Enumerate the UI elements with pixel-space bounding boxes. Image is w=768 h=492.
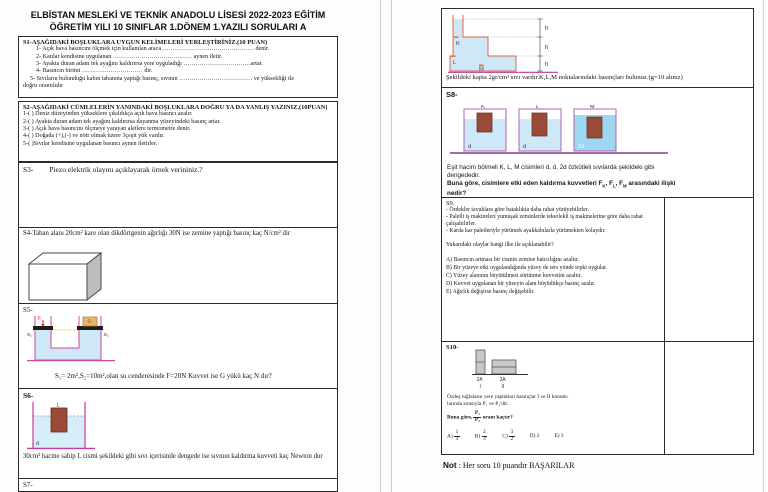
force-label: F	[38, 316, 42, 322]
object-L-block	[51, 408, 67, 432]
s10-q-post: oranı kaçtır?	[482, 414, 513, 421]
density-label: d	[36, 441, 40, 447]
s4-question: S4-Taban alanı 20cm² kare olan dikdörtgenin ağırlığı 30N ise zemine yaptığı basınç kaç N/cm² dir	[23, 230, 291, 237]
section-s7-figure	[441, 8, 754, 88]
s9-option-e: E) Ağırlık değişirse basınç değişebilir.	[446, 289, 535, 295]
s8-q-text: Buna göre, cisimlere etki eden kaldırma kuvvetleri F	[447, 180, 603, 187]
weight-label: G	[87, 318, 92, 324]
s10-q-fraction	[473, 411, 481, 423]
press-liquid	[35, 330, 101, 360]
object-label: L	[56, 402, 60, 409]
title-line-2: ÖĞRETİM YILI 10 SINIFLAR 1.DÖNEM 1.YAZILI SORULARI A	[49, 22, 307, 32]
s2-item: 5-( )Sıvılar kendisine uygulanan basıncı aynen iletirler.	[23, 140, 158, 147]
s8-q-sub-M: M	[623, 183, 627, 189]
option-letter: A)	[447, 433, 453, 440]
height-label: h	[545, 45, 549, 51]
title-line-1: ELBİSTAN MESLEKİ VE TEKNİK ANADOLU LİSESİ 2022-2023 EĞİTİM	[30, 10, 326, 20]
section-s2	[18, 101, 338, 162]
s2-item: 3-( ) Açık hava basıncını ölçmeye yarayan aletlere termometre denir.	[23, 126, 191, 133]
s8-label: S8-	[446, 90, 458, 99]
option-letter: D)	[529, 432, 536, 439]
s1-item: 1- Açık hava basıncını ölçmek için kullanılan araca ……………………………………… denir.	[36, 46, 270, 53]
section-s5	[18, 303, 338, 389]
s9-question: Yukarıdaki olaylar hangi ilke ile açıklanabilir?	[446, 242, 554, 248]
point-K-marker	[454, 36, 459, 38]
s8-q-sub-L: L	[612, 183, 616, 189]
fraction-numerator: 2	[483, 429, 486, 435]
area1-label: S₁	[27, 333, 32, 338]
area-label-right: 3A	[499, 377, 506, 383]
option-letter: B)	[474, 433, 481, 440]
s9-label: S9.	[446, 200, 455, 207]
exam-title	[18, 9, 338, 33]
section-s3	[18, 162, 338, 228]
s10-option-c	[502, 430, 514, 442]
s5-label: S5-	[23, 306, 33, 314]
position-label-right: II	[501, 384, 505, 390]
point-label-K: K	[456, 41, 460, 47]
option-value: 3	[560, 432, 564, 439]
s7-question: Şekildeki kapta 2gr/cm³ sıvı vardır.K,L,M noktalarındaki basınçları bulunuz.(g=10 alınız)	[446, 74, 683, 81]
section-s8	[441, 87, 754, 198]
s5-question: S₁= 2m²,S₂=10m²,olan su cenderesinde F=20N Kuvvet ise G yükü kaç N dır?	[55, 372, 272, 380]
s6-beaker-figure	[25, 400, 100, 454]
answer-column-divider	[664, 198, 665, 341]
s8-q-text: , F	[605, 180, 613, 187]
s1-item: 2- Katılar kendisine uygulanan ………………………………… aynen iletir.	[36, 53, 223, 60]
area2-label: S₂	[103, 333, 109, 338]
s10-option-e	[554, 433, 563, 440]
block-label-K: K	[481, 105, 485, 111]
s1-header: S1-AŞAĞIDAKİ BOŞLUKLARA UYGUN KELİMELERİ YERLEŞTİRİNİZ.(10 PUAN)	[23, 39, 268, 46]
s9-option-c: C) Yüzey alanının büyütülmesi sürtünme kuvvetini azaltır.	[446, 273, 582, 279]
s9-content	[442, 198, 660, 299]
block-K	[477, 113, 492, 132]
area-label-left: 2A	[476, 377, 483, 383]
s4-rectangular-prism-figure	[25, 250, 107, 302]
s8-q-sub-K: K	[602, 183, 606, 189]
fraction-denominator: 3	[483, 435, 486, 442]
s9-bullet: - Karda kar paletleriyle yürümek ayakkabılarla yürümekten kolaydır.	[446, 228, 606, 234]
option-fraction	[482, 430, 488, 442]
s1-item-wrap: doğru orantılıdır	[23, 83, 64, 90]
s9-options	[446, 257, 656, 296]
density-label-3: 2d	[578, 144, 585, 150]
position-label-left: I	[479, 384, 481, 390]
s1-item: 4- Basıncın birimi ………………………… dir.	[36, 68, 153, 75]
s8-q-text: arasındaki ilişki nedir?	[447, 180, 676, 197]
footer-note	[443, 461, 574, 470]
s3-label: S3-	[23, 165, 34, 174]
s8-q-text: , F	[615, 180, 623, 187]
s10-statement-line1: Özdeş tuğlaların yere yaptıkları basınçlar I ve II konum-	[447, 394, 569, 400]
s7-label: S7-	[23, 481, 33, 489]
s10-option-b	[475, 430, 487, 442]
point-L-marker	[451, 55, 456, 57]
note-text: : Her soru 10 puandır BAŞARILAR	[456, 461, 575, 470]
page-edge-line	[391, 0, 392, 492]
s1-item: 3- Ayakta duran adam tek ayağını kaldırırsa yere uyguladığı ……………………………artar.	[36, 61, 263, 68]
s9-bullet: - Paletli iş makineleri yumuşak zeminlerde tekerlekli iş makinelerine göre daha rahat çalışabilirler.	[446, 214, 643, 227]
section-s6	[18, 388, 338, 479]
section-s10	[441, 341, 754, 455]
s9-option-b: B) Bir yüzeye etki uygulandığında yüzey de ters yönde tepki uygular.	[446, 265, 608, 271]
prism-front-face	[29, 264, 87, 300]
s9-bullet: - Ördekler tavuklara göre bataklıkta daha rahat yürüyebilirler.	[446, 207, 589, 213]
s10-question	[447, 411, 513, 423]
option-fraction	[454, 430, 460, 442]
s2-item: 1-( ) Deniz düzeyinden yükseklere çıkıldıkça açık hava basıncı azalır.	[23, 111, 193, 118]
option-letter: C)	[502, 433, 508, 440]
s3-question: Piezo elektrik olayını açıklayarak örnek verininiz.?	[49, 165, 203, 174]
fraction-denominator: 3	[455, 435, 459, 442]
point-label-L: L	[453, 60, 457, 66]
height-label: h	[545, 62, 549, 68]
section-s9	[441, 197, 754, 342]
page-edge-line	[380, 0, 381, 492]
section-s1	[18, 36, 338, 98]
answer-column-divider	[664, 342, 665, 454]
s5-hydraulic-press-figure	[27, 314, 117, 364]
s10-q-pre: Buna göre,	[447, 414, 473, 421]
option-letter: E)	[554, 432, 560, 439]
s10-label: S10-	[446, 344, 459, 351]
point-label-M: M	[479, 66, 484, 73]
s2-item: 4-( ) Doğada (+),(-) ve nötr olmak üzere 3çeşit yük vardır.	[23, 133, 165, 140]
s10-bricks-figure	[472, 348, 534, 392]
press-inner-wall	[51, 316, 79, 348]
fraction-denominator: 2	[510, 435, 514, 442]
s10-option-d	[530, 433, 540, 440]
s9-option-a: A) Basıncın artması bir cismin zemine batıcılığını azaltır.	[446, 257, 579, 263]
s10-statement-line2: larında sırasıyla P₁ ve P₂'dir.	[447, 400, 509, 407]
s6-question: 30cm³ hacme sahip L cismi şekildeki gibi sıvı içerisinde dengede ise sıvının kaldırma kuvveti kaç Newton dur	[23, 453, 323, 460]
fraction-numerator: P₁	[474, 410, 480, 416]
block-L	[532, 113, 547, 136]
s8-question	[447, 180, 687, 197]
density-label-1: d	[468, 144, 472, 150]
fraction-denominator: P₂	[474, 416, 480, 423]
s1-item: 5- Sıvıların bulunduğu kabın tabanına yaptığı basınç, sıvının ……………………………… ve yüksekliği ile	[30, 75, 295, 82]
s2-header: S2-AŞAĞIDAKİ CÜMLELERİN YANINDAKİ BOŞLUKLARA DOĞRU YA DA YANLIŞ YAZINIZ.(10PUAN)	[23, 104, 328, 111]
density-label-2: d	[523, 144, 527, 150]
fraction-numerator: 3	[510, 429, 514, 435]
s8-statement: Eşit hacim bölmeli K, L, M cisimleri d, d, 2d özkütleli sıvılarda şekildeki gibi dengededir.	[447, 164, 655, 179]
note-label: Not	[443, 461, 457, 470]
section-s7	[18, 478, 338, 492]
s2-item: 2-( ) Ayakta duran adam tek ayağını kaldırırsa dayanma yüzeyindeki basınç artar.	[23, 118, 221, 125]
height-label: h	[545, 26, 549, 32]
s10-options-row	[447, 430, 564, 442]
option-fraction	[509, 430, 515, 442]
vessel-liquid	[450, 19, 516, 71]
s9-option-d: D) Kuvvet uygulanan bir yüzeyin alanı büyüdükçe basınç azalır.	[446, 281, 596, 287]
block-label-L: L	[536, 105, 540, 111]
block-label-M: M	[590, 105, 595, 111]
large-piston	[77, 326, 103, 330]
staircase-vessel-figure	[448, 12, 578, 76]
option-value: 2	[536, 432, 540, 439]
s10-option-a	[447, 430, 460, 442]
s6-label: S6-	[23, 391, 34, 400]
block-M	[587, 117, 602, 138]
s10-statement	[447, 394, 659, 407]
page-edge-line	[763, 0, 764, 492]
s8-three-beakers-figure	[450, 105, 668, 159]
section-s4	[18, 227, 338, 304]
fraction-numerator: 1	[455, 429, 459, 435]
